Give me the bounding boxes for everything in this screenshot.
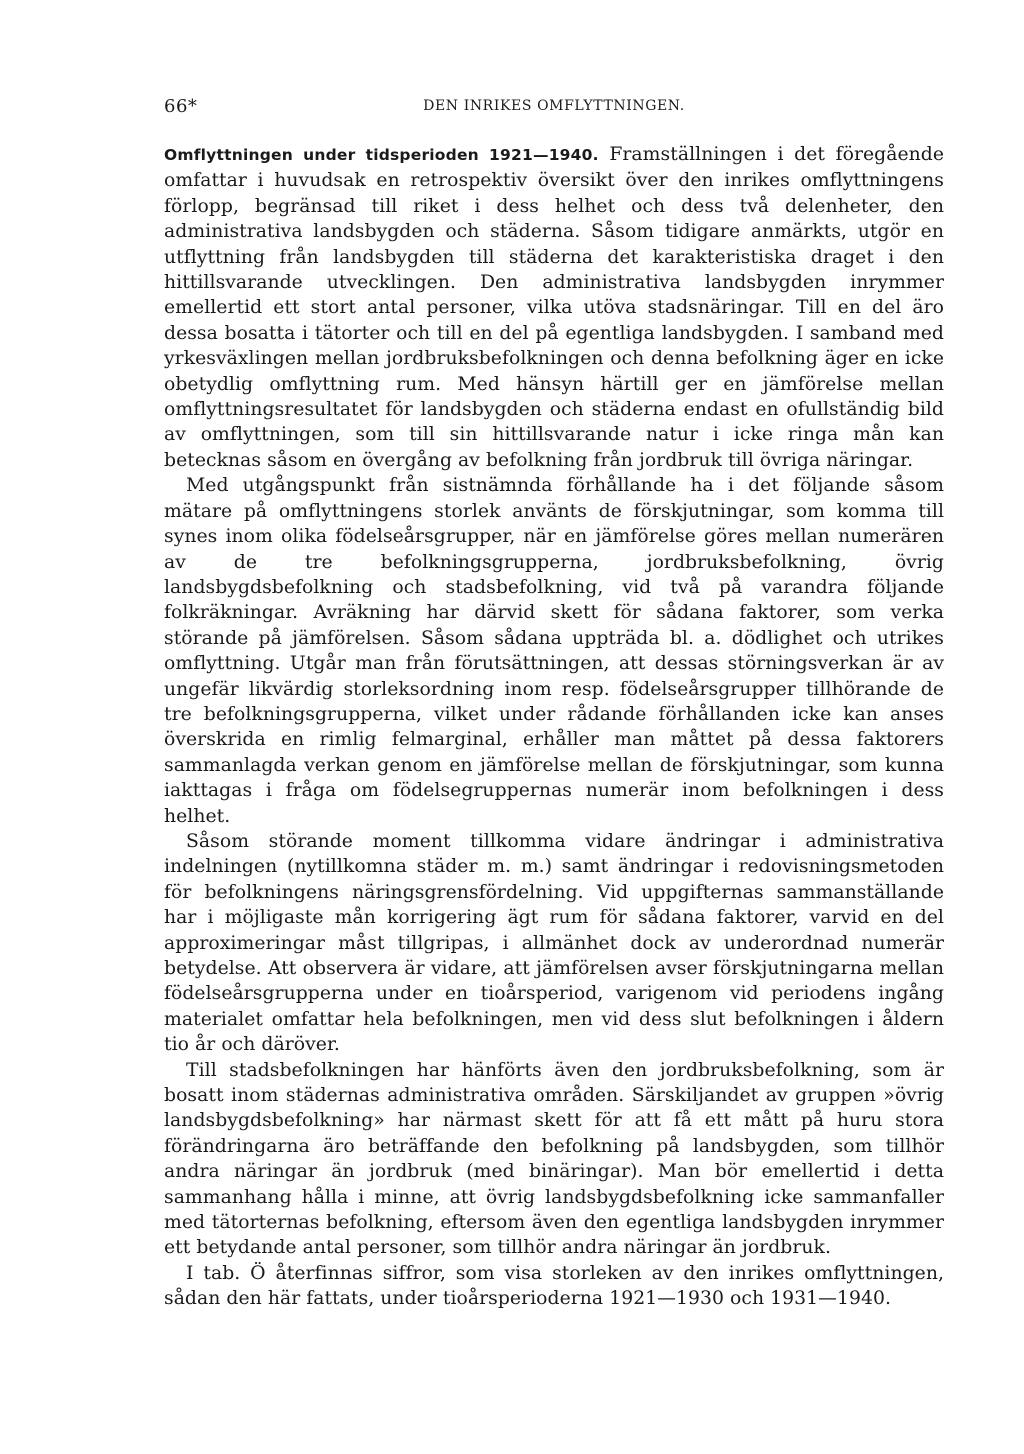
- paragraph-5: I tab. Ö återfinnas siffror, som visa storleken av den inrikes omflyttningen, sådan den här fattats, under tioårsperioderna 1921—1930 och 1931—1940.: [164, 1262, 944, 1310]
- page-number: 66*: [164, 96, 198, 117]
- paragraph-1: [164, 142, 944, 473]
- paragraph-4: Till stadsbefolkningen har hänförts även den jordbruksbefolkning, som är bosatt inom städernas administrativa områden. Särskiljandet av gruppen »övrig landsbygdsbefolkning» har närmast skett för att få ett mått på huru stora förändringarna äro beträffande den befolkning på landsbygden, som tillhör andra näringar än jordbruk (med binäringar). Man bör emellertid i detta sammanhang hålla i minne, att övrig landsbygdsbefolkning icke sammanfaller med tätorternas befolkning, eftersom även den egentliga landsbygden inrymmer ett betydande antal personer, som tillhör andra näringar än jordbruk.: [164, 1059, 944, 1259]
- section-heading: Omflyttningen under tidsperioden 1921—1940.: [164, 146, 599, 164]
- document-page: [164, 96, 944, 1312]
- paragraph-3: Såsom störande moment tillkomma vidare ändringar i administrativa indelningen (nytillkomna städer m. m.) samt ändringar i redovisningsmetoden för befolkningens näringsgrensfördelning. Vid uppgifternas sammanställande har i möjligaste mån korrigering ägt rum för sådana faktorer, varvid en del approximeringar måst tillgripas, i allmänhet dock av underordnad numerär betydelse. Att observera är vidare, att jämförelsen avser förskjutningarna mellan födelseårsgrupperna under en tioårsperiod, varigenom vid periodens ingång materialet omfattar hela befolkningen, men vid dess slut befolkningen i åldern tio år och däröver.: [164, 830, 944, 1056]
- paragraph-2: Med utgångspunkt från sistnämnda förhållande ha i det följande såsom mätare på omflyttningens storlek använts de förskjutningar, som komma till synes inom olika födelseårsgrupper, när en jämförelse göres mellan numerären av de tre befolkningsgrupperna, jordbruksbefolkning, övrig landsbygdsbefolkning och stadsbefolkning, vid två på varandra följande folkräkningar. Avräkning har därvid skett för sådana faktorer, som verka störande på jämförelsen. Såsom sådana uppträda bl. a. dödlighet och utrikes omflyttning. Utgår man från förutsättningen, att dessas störningsverkan är av ungefär likvärdig storleksordning inom resp. födelseårsgrupper tillhörande de tre befolkningsgrupperna, vilket under rådande förhållanden icke kan anses överskrida en rimlig felmarginal, erhåller man måttet på dessa faktorers sammanlagda verkan genom en jämförelse mellan de förskjutningar, som kunna iakttagas i fråga om födelsegruppernas numerär inom befolkningen i dess helhet.: [164, 475, 944, 827]
- running-title: DEN INRIKES OMFLYTTNINGEN.: [423, 98, 685, 114]
- running-header: [164, 96, 944, 122]
- paragraph-1-text: Framställningen i det föregående omfattar i huvudsak en retrospektiv översikt över den inrikes omflyttningens förlopp, begränsad till riket i dess helhet och dess två delenheter, den administrativa landsbygden och städerna. Såsom tidigare anmärkts, utgör en utflyttning från landsbygden till städerna det karakteristiska draget i den hittillsvarande utvecklingen. Den administrativa landsbygden inrymmer emellertid ett stort antal personer, vilka utöva stadsnäringar. Till en del äro dessa bosatta i tätorter och till en del på egentliga landsbygden. I samband med yrkesväxlingen mellan jordbruksbefolkningen och denna befolkning äger en icke obetydlig omflyttning rum. Med hänsyn härtill ger en jämförelse mellan omflyttningsresultatet för landsbygden och städerna endast en ofullständig bild av omflyttningen, som till sin hittillsvarande natur i icke ringa mån kan betecknas såsom en övergång av befolkning från jordbruk till övriga näringar.: [164, 144, 945, 471]
